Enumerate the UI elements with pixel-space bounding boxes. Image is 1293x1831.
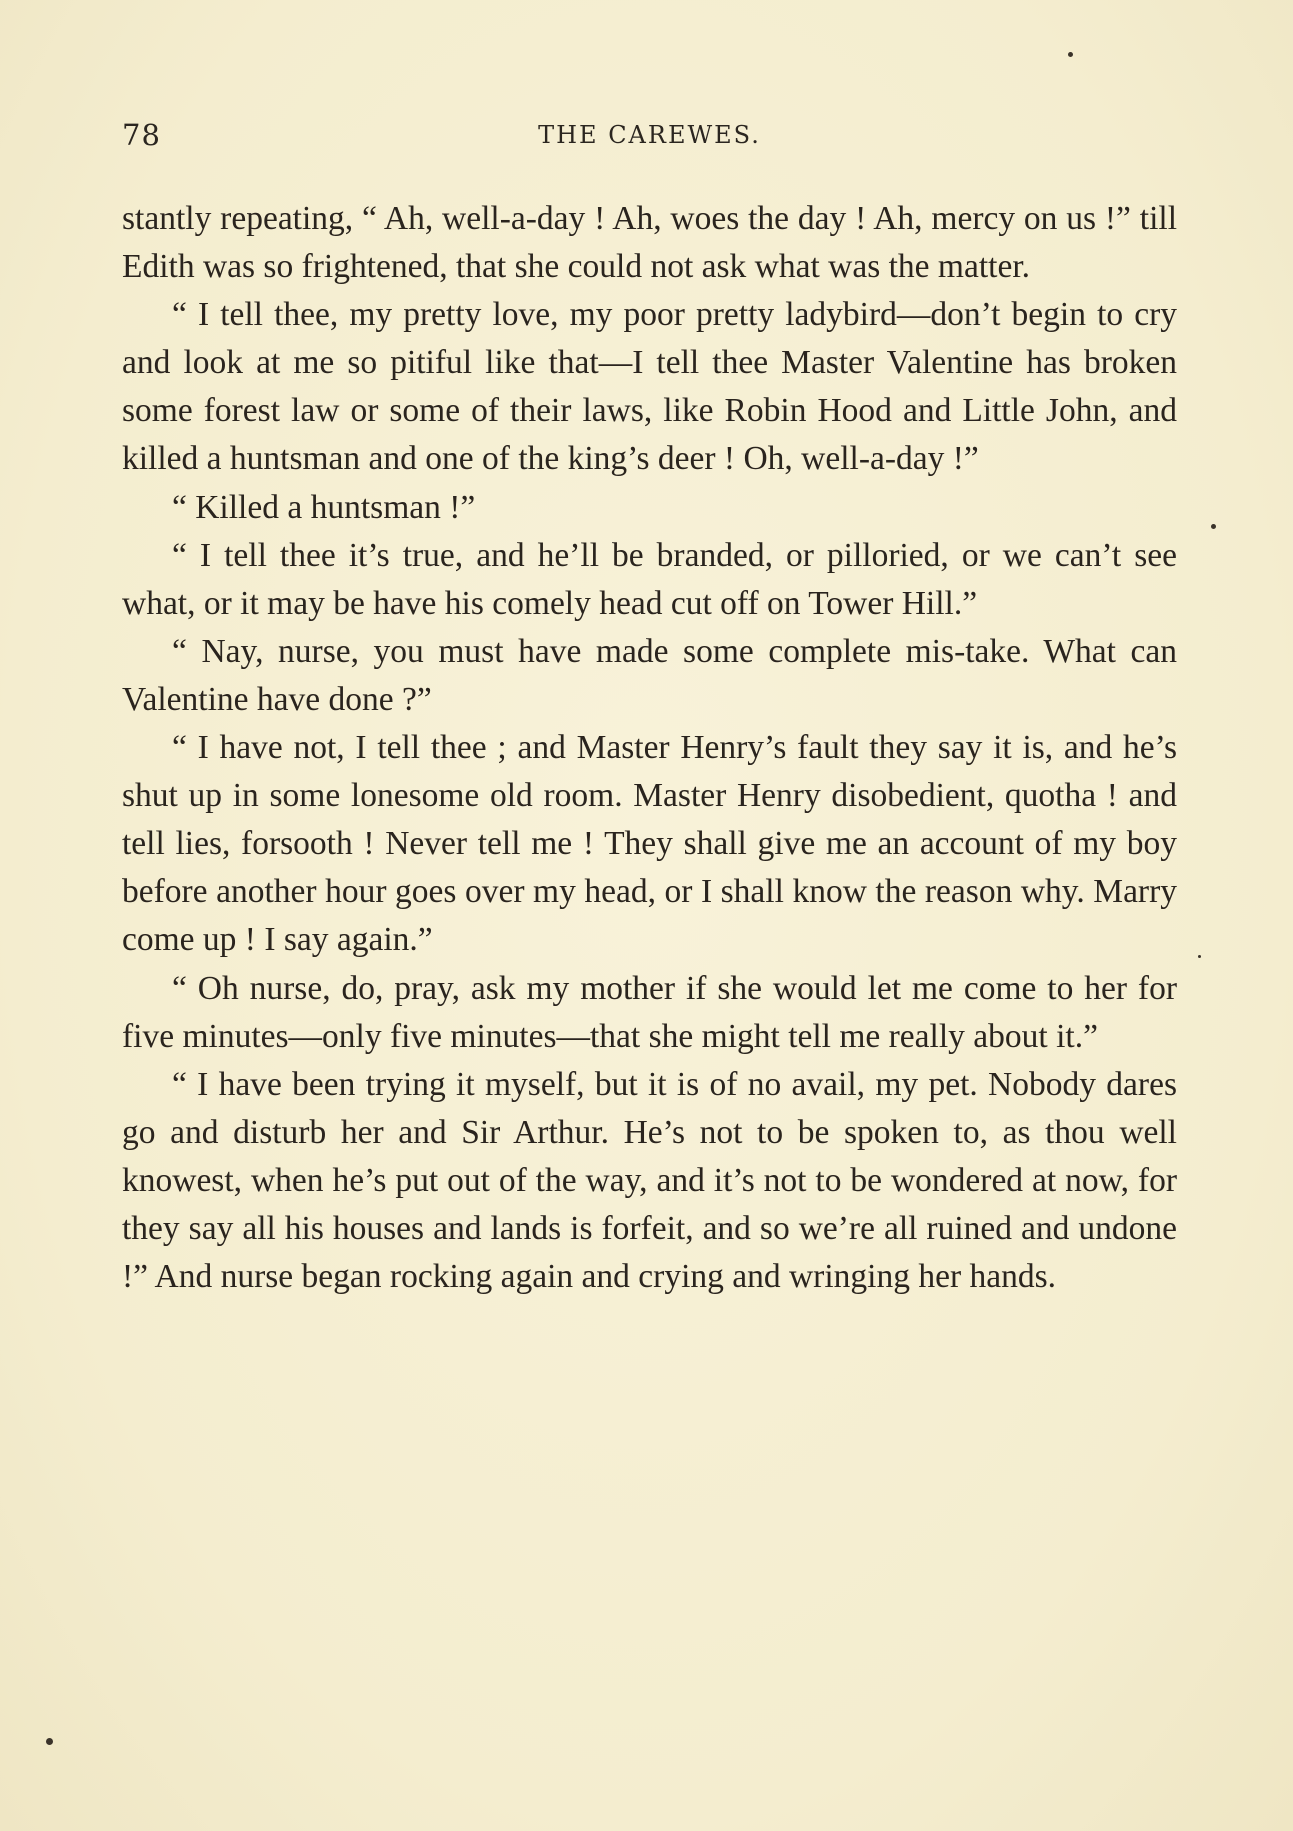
paragraph: “ I tell thee it’s true, and he’ll be branded, or pilloried, or we can’t see what, or it may be have his comely head cut off on Tower Hill.” bbox=[122, 536, 1177, 622]
running-head: THE CAREWES. bbox=[538, 121, 761, 149]
page-number: 78 bbox=[122, 118, 161, 152]
paragraph: “ I tell thee, my pretty love, my poor pretty ladybird—don’t begin to cry and look at me so pitiful like that—I tell thee Master Valentine has broken some forest law or some of their laws, like Robin Hood and Little John, and killed a huntsman and one of the king’s deer ! Oh, well-a-day !” bbox=[122, 296, 1177, 478]
paragraph: “ Killed a huntsman !” bbox=[172, 488, 476, 526]
paragraph: stantly repeating, “ Ah, well-a-day ! Ah, woes the day ! Ah, mercy on us !” till Edith was so frightened, that she could not ask what was the matter. bbox=[122, 200, 1177, 286]
paragraph: “ Nay, nurse, you must have made some complete mis-take. What can Valentine have done ?” bbox=[122, 632, 1177, 718]
paragraph: “ I have been trying it myself, but it is of no avail, my pet. Nobody dares go and disturb her and Sir Arthur. He’s not to be spoken to, as thou well knowest, when he’s put out of the way, and it’s not to be wondered at now, for they say all his houses and lands is forfeit, and so we’re all ruined and undone !” And nurse began rocking again and crying and wringing her hands. bbox=[122, 1065, 1177, 1296]
paragraph: “ I have not, I tell thee ; and Master Henry’s fault they say it is, and he’s shut up in some lonesome old room. Master Henry disobedient, quotha ! and tell lies, forsooth ! Never tell me ! They shall give me an account of my boy before another hour goes over my head, or I shall know the reason why. Marry come up ! I say again.” bbox=[122, 729, 1177, 959]
paper-speck bbox=[46, 1738, 53, 1745]
page-header bbox=[122, 118, 1177, 158]
paper-speck bbox=[1211, 524, 1216, 529]
paper-speck bbox=[1068, 52, 1073, 57]
paper-speck bbox=[1198, 955, 1201, 958]
paragraph: “ Oh nurse, do, pray, ask my mother if she would let me come to her for five minutes—only five minutes—that she might tell me really about it.” bbox=[122, 969, 1177, 1055]
body-text bbox=[122, 195, 1177, 1301]
